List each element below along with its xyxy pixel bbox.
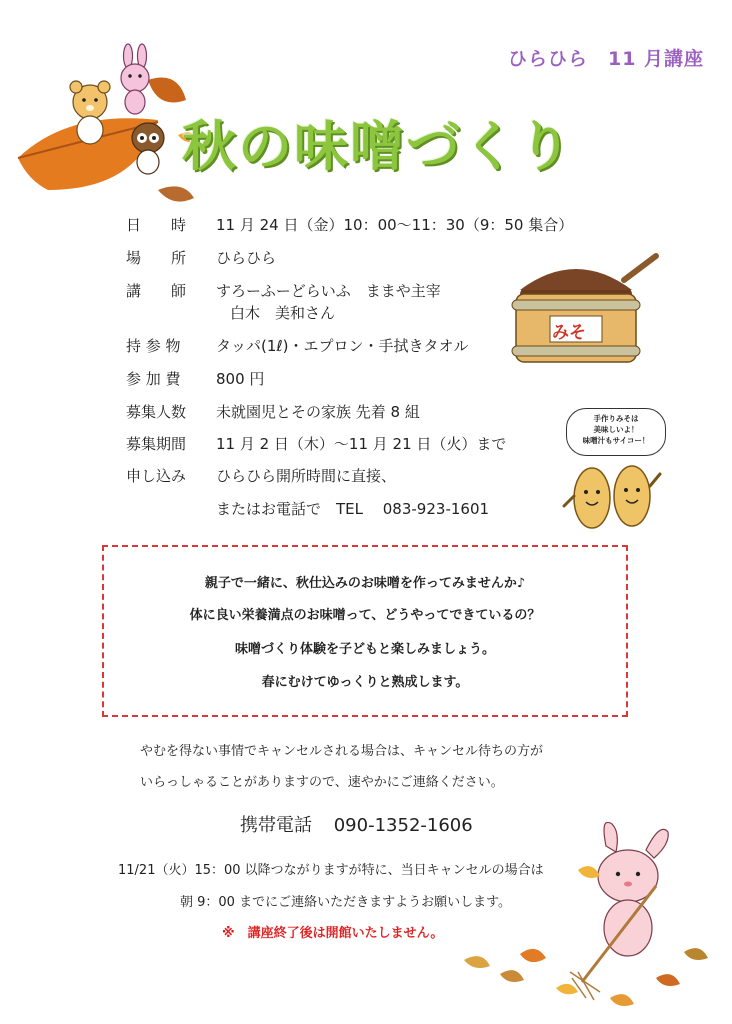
speech-bubble-line: 美味しいよ！ [593, 425, 639, 434]
detail-value-datetime: 11 月 24 日（金）10：00～11：30（9：50 集合） [216, 216, 574, 234]
speech-bubble-line: 味噌汁もサイコー！ [582, 436, 650, 445]
detail-value-instructor-name: 白木 美和さん [230, 304, 336, 322]
detail-value-apply: ひらひら開所時間に直接、 [216, 467, 397, 485]
cancel-text-line: やむを得ない事情でキャンセルされる場合は、キャンセル待ちの方が [140, 744, 544, 759]
bunny-with-rake-icon [460, 822, 720, 1012]
detail-label-fee: 参 加 費 [126, 370, 181, 388]
autumn-leaf-animals-illustration [8, 40, 198, 210]
page-title: 秋の味噌づくり [182, 115, 574, 178]
soybean-characters-icon [560, 456, 670, 540]
detail-value-items: タッパ(1ℓ)・エプロン・手拭きタオル [216, 337, 469, 355]
notice-line: 春にむけてゆっくりと熟成します。 [261, 675, 469, 690]
after-text-line: 朝 9：00 までにご連絡いただきますようお願いします。 [180, 895, 512, 910]
detail-label-capacity: 募集人数 [126, 403, 187, 421]
notice-line: 親子で一緒に、秋仕込みのお味噌を作ってみませんか♪ [204, 576, 526, 591]
autumn-leaf-icon [18, 78, 198, 202]
bunny-icon [121, 44, 149, 114]
mobile-number: 090-1352-1606 [333, 815, 473, 836]
cancel-text-line: いらっしゃることがありますので、速やかにご連絡ください。 [140, 775, 504, 790]
detail-value-apply-tel: またはお電話で TEL 083-923-1601 [216, 500, 490, 518]
mobile-phone [240, 811, 473, 837]
after-text-line: 11/21（火）15：00 以降つながりますが特に、当日キャンセルの場合は [118, 863, 544, 878]
detail-label-apply: 申し込み [126, 467, 187, 485]
detail-value-fee: 800 円 [216, 370, 265, 388]
detail-label-datetime: 日 時 [126, 216, 187, 234]
speech-bubble-line: 手作りみそは [593, 414, 639, 423]
mobile-label: 携帯電話 [240, 815, 312, 836]
closing-note: ※ 講座終了後は開館いたしません。 [222, 926, 444, 941]
detail-label-items: 持 参 物 [126, 337, 181, 355]
miso-tub-icon [508, 250, 668, 380]
detail-label-period: 募集期間 [126, 435, 187, 453]
detail-value-period: 11 月 2 日（木）～11 月 21 日（火）まで [216, 435, 507, 453]
speech-bubble [566, 408, 666, 456]
header-tag: ひらひら 11 月講座 [508, 48, 705, 70]
detail-value-capacity: 未就園児とその家族 先着 8 組 [216, 403, 420, 421]
notice-line: 体に良い栄養満点のお味噌って、どうやってできているの？ [189, 608, 541, 623]
miso-tub-label: みそ [552, 323, 586, 343]
detail-label-instructor: 講 師 [126, 282, 187, 300]
detail-value-place: ひらひら [216, 249, 277, 267]
notice-line: 味噌づくり体験を子どもと楽しみましょう。 [234, 642, 495, 657]
owl-icon [132, 123, 164, 174]
detail-value-instructor: すろーふーどらいふ ままや主宰 [216, 282, 441, 300]
detail-label-place: 場 所 [126, 249, 187, 267]
notice-box [102, 545, 628, 717]
